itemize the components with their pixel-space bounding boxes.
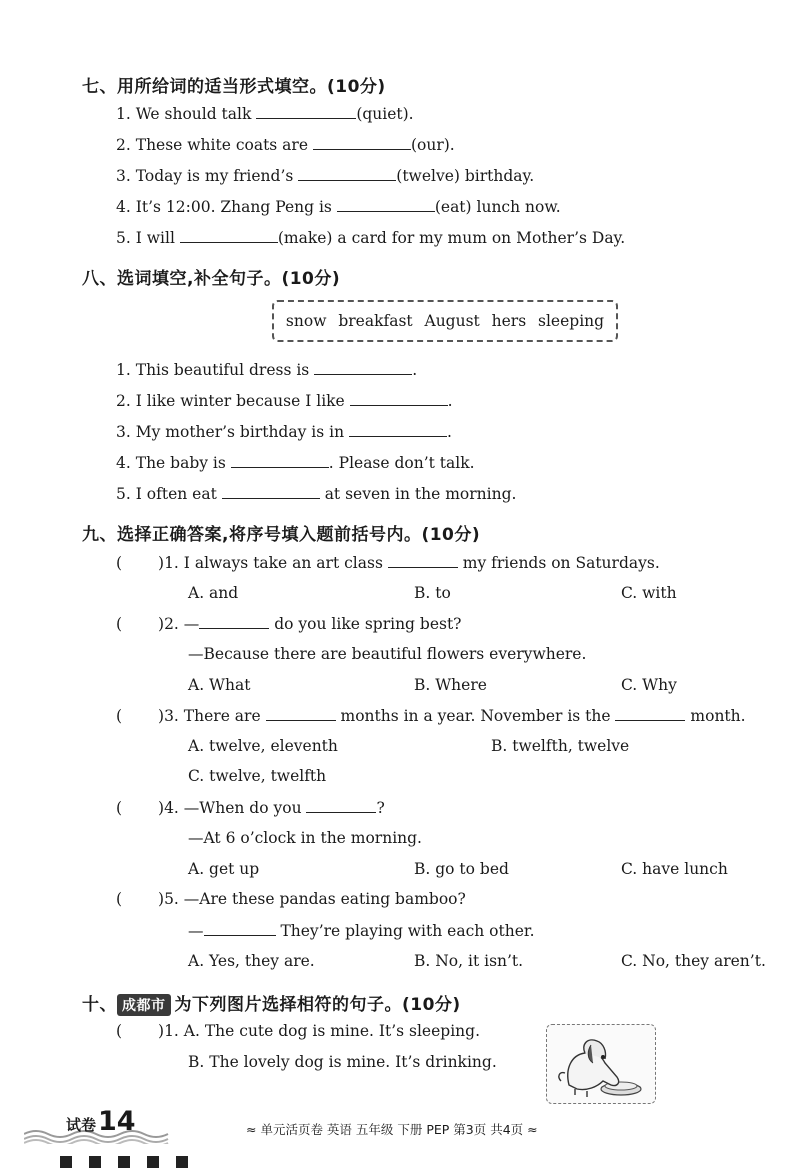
section8-heading: 八、选词填空,补全句子。(10分) bbox=[82, 269, 341, 289]
registration-mark bbox=[89, 1156, 101, 1168]
answer-blank bbox=[199, 614, 269, 629]
answer-paren[interactable]: ( bbox=[116, 1022, 123, 1040]
option-b: B. to bbox=[414, 584, 451, 602]
dog-picture bbox=[546, 1024, 656, 1104]
s8-item-2: 2. I like winter because I like . bbox=[116, 392, 453, 410]
answer-blank bbox=[204, 921, 276, 936]
answer-blank[interactable] bbox=[314, 360, 412, 375]
footer-info: ≈ 单元活页卷 英语 五年级 下册 PEP 第3页 共4页 ≈ bbox=[246, 1122, 538, 1137]
footer-page-tag bbox=[24, 1108, 174, 1144]
option-b: B. The lovely dog is mine. It’s drinking. bbox=[188, 1053, 497, 1071]
s8-item-3: 3. My mother’s birthday is in . bbox=[116, 423, 452, 441]
answer-blank bbox=[615, 706, 685, 721]
s10-q1: ( )1. A. The cute dog is mine. It’s sleeping. bbox=[116, 1022, 480, 1040]
answer-paren[interactable]: ( bbox=[116, 707, 123, 725]
answer-paren[interactable]: ( bbox=[116, 799, 123, 817]
option-c: C. Why bbox=[621, 676, 677, 694]
option-c: C. have lunch bbox=[621, 860, 728, 878]
s8-item-4: 4. The baby is . Please don’t talk. bbox=[116, 454, 475, 472]
word-bank-word: sleeping bbox=[538, 312, 605, 330]
option-b: B. twelfth, twelve bbox=[491, 737, 630, 755]
option-b: B. Where bbox=[414, 676, 487, 694]
answer-paren[interactable]: ( bbox=[116, 890, 123, 908]
section7-heading: 七、用所给词的适当形式填空。(10分) bbox=[82, 77, 386, 97]
word-bank-word: August bbox=[424, 312, 480, 330]
option-b: B. go to bed bbox=[414, 860, 509, 878]
word-bank-word: breakfast bbox=[338, 312, 413, 330]
answer-blank[interactable] bbox=[298, 166, 396, 181]
answer-blank bbox=[266, 706, 336, 721]
s9-q4-reply: —At 6 o’clock in the morning. bbox=[188, 829, 422, 847]
s8-item-5: 5. I often eat at seven in the morning. bbox=[116, 485, 517, 503]
s7-item-2: 2. These white coats are (our). bbox=[116, 136, 455, 154]
option-c: C. No, they aren’t. bbox=[621, 952, 766, 970]
answer-paren[interactable]: ( bbox=[116, 615, 123, 633]
s7-item-1: 1. We should talk (quiet). bbox=[116, 105, 414, 123]
s7-item-5: 5. I will (make) a card for my mum on Mother’s Day. bbox=[116, 229, 626, 247]
s9-q3: ( )3. There are months in a year. November is the month. bbox=[116, 707, 746, 725]
section10-heading: 十、 成都市 为下列图片选择相符的句子。(10分) bbox=[82, 995, 461, 1015]
answer-blank[interactable] bbox=[337, 197, 435, 212]
footer-page-number: 14 bbox=[98, 1106, 136, 1137]
s9-q4: ( )4. —When do you ? bbox=[116, 799, 385, 817]
option-a: A. get up bbox=[188, 860, 260, 878]
word-bank bbox=[272, 300, 618, 342]
section9-heading: 九、选择正确答案,将序号填入题前括号内。(10分) bbox=[82, 525, 481, 545]
s9-q5: ( )5. —Are these pandas eating bamboo? bbox=[116, 890, 466, 908]
s7-item-4: 4. It’s 12:00. Zhang Peng is (eat) lunch now. bbox=[116, 198, 561, 216]
option-a: A. and bbox=[188, 584, 239, 602]
option-c: C. twelve, twelfth bbox=[188, 767, 327, 785]
word-bank-word: snow bbox=[285, 312, 327, 330]
s9-q2: ( )2. — do you like spring best? bbox=[116, 615, 462, 633]
answer-blank[interactable] bbox=[313, 135, 411, 150]
word-bank-word: hers bbox=[491, 312, 527, 330]
answer-blank[interactable] bbox=[180, 228, 278, 243]
region-badge: 成都市 bbox=[117, 994, 171, 1016]
option-a: A. What bbox=[188, 676, 251, 694]
answer-blank[interactable] bbox=[231, 453, 329, 468]
option-c: C. with bbox=[621, 584, 677, 602]
option-b: B. No, it isn’t. bbox=[414, 952, 524, 970]
answer-blank bbox=[306, 798, 376, 813]
s9-q2-reply: —Because there are beautiful flowers everywhere. bbox=[188, 645, 587, 663]
answer-paren[interactable]: ( bbox=[116, 554, 123, 572]
registration-mark bbox=[60, 1156, 72, 1168]
registration-mark bbox=[147, 1156, 159, 1168]
option-a: A. Yes, they are. bbox=[188, 952, 315, 970]
option-a: A. twelve, eleventh bbox=[188, 737, 338, 755]
dog-drinking-icon bbox=[547, 1025, 655, 1103]
answer-blank[interactable] bbox=[350, 391, 448, 406]
s9-q5-reply: — They’re playing with each other. bbox=[188, 922, 535, 940]
footer-tag-label: 试卷 bbox=[66, 1116, 97, 1134]
answer-blank[interactable] bbox=[349, 422, 447, 437]
s7-item-3: 3. Today is my friend’s (twelve) birthday. bbox=[116, 167, 535, 185]
answer-blank[interactable] bbox=[256, 104, 356, 119]
registration-mark bbox=[176, 1156, 188, 1168]
answer-blank[interactable] bbox=[222, 484, 320, 499]
s8-item-1: 1. This beautiful dress is . bbox=[116, 361, 418, 379]
s9-q1: ( )1. I always take an art class my friends on Saturdays. bbox=[116, 554, 660, 572]
answer-blank bbox=[388, 553, 458, 568]
registration-mark bbox=[118, 1156, 130, 1168]
